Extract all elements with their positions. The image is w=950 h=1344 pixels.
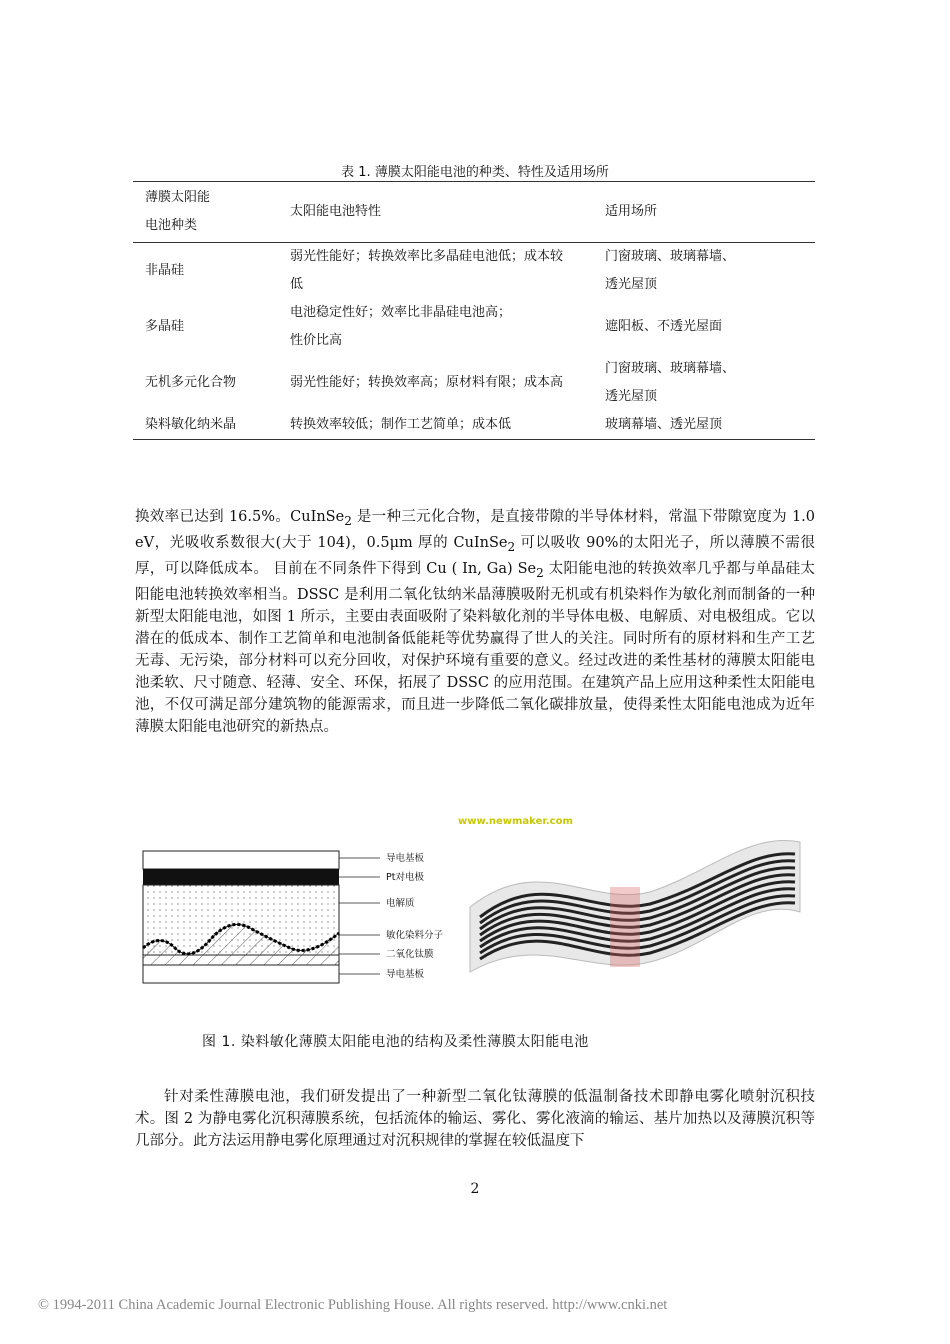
page-number: 2 xyxy=(470,1181,480,1197)
body-paragraph-2: 针对柔性薄膜电池，我们研发提出了一种新型二氧化钛薄膜的低温制备技术即静电雾化喷射沉积技术。图 2 为静电雾化沉积薄膜系统，包括流体的输运、雾化、雾化液滴的输运、基片加热以及薄膜沉积等几部分。此方法运用静电雾化原理通过对沉积规律的掌握在较低温度下 xyxy=(135,1089,815,1149)
table-caption: 表 1. 薄膜太阳能电池的种类、特性及适用场所 xyxy=(341,165,609,180)
substrate-top-layer xyxy=(143,851,339,869)
characteristics-table-container xyxy=(133,181,815,440)
flexible-solar-cell-image xyxy=(450,812,810,992)
characteristics-table xyxy=(133,181,815,440)
copyright-footer: © 1994-2011 China Academic Journal Electronic Publishing House. All rights reserved. http://www.cnki.net xyxy=(38,1297,668,1313)
watermark-text: www.newmaker.com xyxy=(458,816,573,827)
table-row xyxy=(133,243,815,300)
table-row xyxy=(133,299,815,355)
header-type-line: 薄膜太阳能 xyxy=(145,190,211,205)
label-electrolyte: 电解质 xyxy=(386,898,415,909)
highlight-band xyxy=(610,887,640,967)
header-use: 适用场所 xyxy=(605,204,658,219)
cell-use: 玻璃幕墙、透光屋顶 xyxy=(605,417,723,432)
body-paragraph-1: 换效率已达到 16.5%。CuInSe$_2$ 是一种三元化合物，是直接带隙的半导体材料，常温下带隙宽度为 1.0 eV，光吸收系数很大(大于 104)，0.5μm 厚的 CuInSe$_2$ 可以吸收 90%的太阳光子，所以薄膜不需很厚，可以降低成本。 目前在不同条件下得到 Cu ( In, Ga) $Se_2$ 太阳能电池的转换效率几乎都与单晶硅太阳能电池转换效率相当。DSSC 是利用二氧化钛纳米晶薄膜吸附无机或有机染料作为敏化剂而制备的一种新型太阳能电池，如图 1 所示，主要由表面吸附了染料敏化剂的半导体电极、电解质、对电极组成。它以潜在的低成本、制作工艺简单和电池制备低能耗等优势赢得了世人的关注。同时所有的原材料和生产工艺无毒、无污染，部分材料可以充分回收，对保护环境有重要的意义。经过改进的柔性基材的薄膜太阳能电池柔软、尺寸随意、轻薄、安全、环保，拓展了 DSSC 的应用范围。在建筑产品上应用这种柔性太阳能电池，不仅可满足部分建筑物的能源需求，而且进一步降低二氧化碳排放量，使得柔性太阳能电池成为近年薄膜太阳能电池研究的新热点。 xyxy=(135,509,816,735)
table-header-row xyxy=(133,182,815,243)
cell-type: 非晶硅 xyxy=(145,263,185,278)
header-type xyxy=(133,182,290,243)
cell-use: 遮阳板、不透光屋面 xyxy=(605,319,723,334)
cell-traits: 转换效率较低；制作工艺简单；成本低 xyxy=(290,417,512,432)
cell-type: 无机多元化合物 xyxy=(145,375,237,390)
header-type-line: 电池种类 xyxy=(145,218,198,233)
figure-caption: 图 1. 染料敏化薄膜太阳能电池的结构及柔性薄膜太阳能电池 xyxy=(202,1034,589,1050)
label-pt-electrode: Pt对电极 xyxy=(386,872,424,883)
pt-counter-electrode-layer xyxy=(143,869,339,885)
header-traits: 太阳能电池特性 xyxy=(290,204,382,219)
cell-traits: 电池稳定性好；效率比非晶硅电池高； 性价比高 xyxy=(290,305,512,348)
cell-type: 多晶硅 xyxy=(145,319,185,334)
cell-use: 门窗玻璃、玻璃幕墙、 透光屋顶 xyxy=(605,249,736,292)
substrate-bottom-layer xyxy=(143,965,339,983)
cell-type: 染料敏化纳米晶 xyxy=(145,417,237,432)
table-row xyxy=(133,355,815,411)
label-substrate-bottom: 导电基板 xyxy=(386,969,425,980)
label-tio2: 二氧化钛膜 xyxy=(386,949,434,960)
cell-use: 门窗玻璃、玻璃幕墙、 透光屋顶 xyxy=(605,361,736,404)
cell-traits: 弱光性能好；转换效率比多晶硅电池低；成本较 低 xyxy=(290,249,564,292)
cell-traits: 弱光性能好；转换效率高；原材料有限；成本高 xyxy=(290,375,564,390)
label-dye: 敏化染料分子 xyxy=(386,930,444,941)
table-row xyxy=(133,411,815,440)
label-substrate-top: 导电基板 xyxy=(386,853,425,864)
dssc-structure-diagram xyxy=(140,848,470,988)
